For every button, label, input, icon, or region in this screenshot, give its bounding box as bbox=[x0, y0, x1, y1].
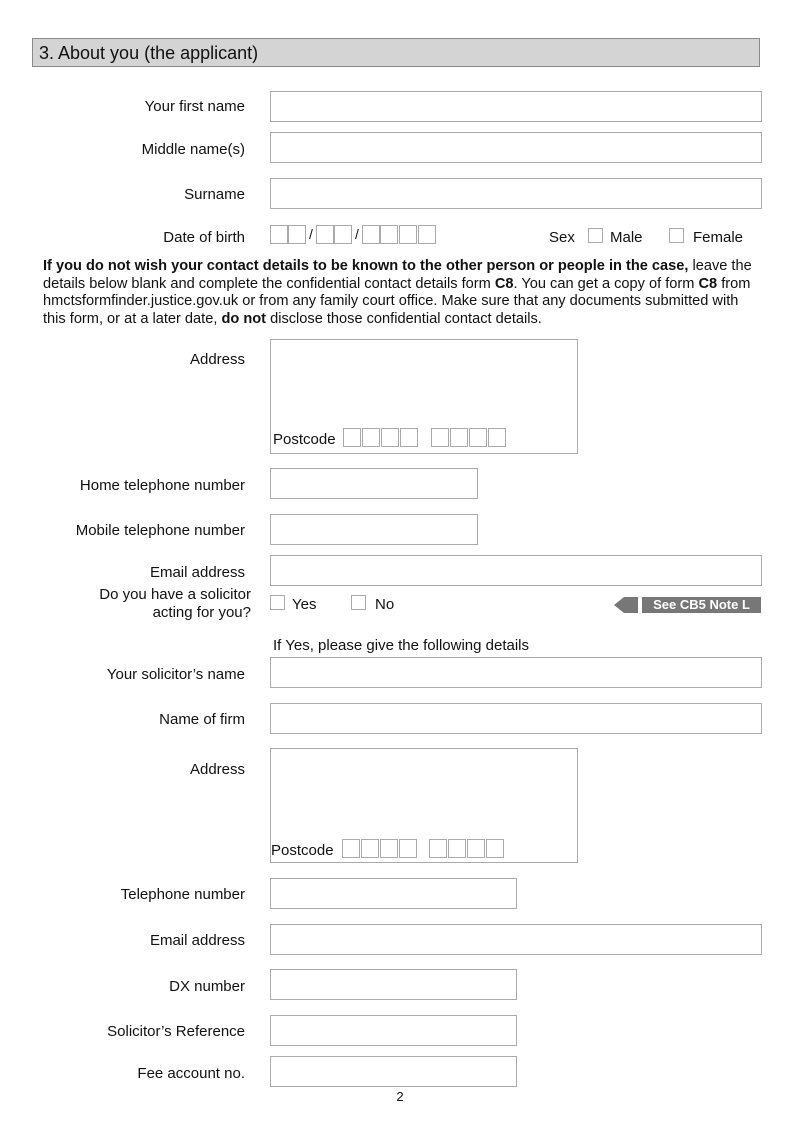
sex-male-label: Male bbox=[610, 229, 643, 246]
fee-account-field[interactable] bbox=[270, 1056, 517, 1087]
first-name-field[interactable] bbox=[270, 91, 762, 122]
page-number: 2 bbox=[396, 1089, 404, 1104]
solicitor-postcode-box[interactable] bbox=[380, 839, 398, 858]
solicitor-reference-label: Solicitor’s Reference bbox=[107, 1023, 245, 1040]
solicitor-postcode-box[interactable] bbox=[429, 839, 447, 858]
dob-day-digit-2[interactable] bbox=[288, 225, 306, 244]
firm-name-label: Name of firm bbox=[159, 711, 245, 728]
address-label: Address bbox=[189, 351, 245, 368]
postcode-box[interactable] bbox=[469, 428, 487, 447]
surname-label: Surname bbox=[184, 186, 245, 203]
postcode-box[interactable] bbox=[400, 428, 418, 447]
notice-text: . You can get a copy of form bbox=[513, 275, 699, 292]
mobile-phone-label: Mobile telephone number bbox=[75, 522, 245, 539]
notice-text: disclose those confidential contact details. bbox=[266, 310, 542, 327]
solicitor-email-field[interactable] bbox=[270, 924, 762, 955]
solicitor-postcode-box[interactable] bbox=[467, 839, 485, 858]
solicitor-postcode-box[interactable] bbox=[361, 839, 379, 858]
solicitor-yes-label: Yes bbox=[292, 596, 317, 613]
home-phone-field[interactable] bbox=[270, 468, 478, 499]
solicitor-postcode-box[interactable] bbox=[448, 839, 466, 858]
surname-field[interactable] bbox=[270, 178, 762, 209]
firm-name-field[interactable] bbox=[270, 703, 762, 734]
notice-form-code: C8 bbox=[494, 275, 514, 292]
dob-month-digit-1[interactable] bbox=[316, 225, 334, 244]
notice-text: from hmctsformfinder.justice.gov.uk or from any family court office. Make sure that any documents submitted with this form, or at a later date, bbox=[43, 275, 751, 327]
confidentiality-notice bbox=[43, 258, 758, 328]
sex-female-checkbox[interactable] bbox=[669, 228, 684, 243]
dob-label: Date of birth bbox=[163, 229, 245, 246]
solicitor-email-label: Email address bbox=[149, 932, 245, 949]
notice-bold-intro: If you do not wish your contact details to be known to the other person or people in the case, bbox=[43, 258, 689, 274]
email-field[interactable] bbox=[270, 555, 762, 586]
arrow-left-icon bbox=[614, 597, 624, 613]
section-header: 3. About you (the applicant) bbox=[32, 38, 760, 67]
sex-male-checkbox[interactable] bbox=[588, 228, 603, 243]
dob-year-digit-4[interactable] bbox=[418, 225, 436, 244]
postcode-box[interactable] bbox=[488, 428, 506, 447]
postcode-box[interactable] bbox=[343, 428, 361, 447]
solicitor-yes-checkbox[interactable] bbox=[270, 595, 285, 610]
mobile-phone-field[interactable] bbox=[270, 514, 478, 545]
dob-year-digit-2[interactable] bbox=[380, 225, 398, 244]
solicitor-no-checkbox[interactable] bbox=[351, 595, 366, 610]
middle-name-label: Middle name(s) bbox=[141, 141, 245, 158]
notice-bold-do-not: do not bbox=[221, 310, 267, 327]
solicitor-postcode-box[interactable] bbox=[486, 839, 504, 858]
notice-form-code: C8 bbox=[698, 275, 718, 292]
dob-year-digit-3[interactable] bbox=[399, 225, 417, 244]
dob-day-digit-1[interactable] bbox=[270, 225, 288, 244]
solicitor-phone-field[interactable] bbox=[270, 878, 517, 909]
postcode-box[interactable] bbox=[431, 428, 449, 447]
guidance-note-tag bbox=[614, 597, 761, 613]
middle-name-field[interactable] bbox=[270, 132, 762, 163]
fee-account-label: Fee account no. bbox=[137, 1065, 245, 1082]
dob-separator: / bbox=[309, 226, 313, 242]
solicitor-name-field[interactable] bbox=[270, 657, 762, 688]
solicitor-reference-field[interactable] bbox=[270, 1015, 517, 1046]
solicitor-question-line1: Do you have a solicitor bbox=[99, 586, 251, 603]
solicitor-no-label: No bbox=[375, 596, 395, 613]
postcode-box[interactable] bbox=[381, 428, 399, 447]
sex-female-label: Female bbox=[693, 229, 744, 246]
if-yes-instruction: If Yes, please give the following details bbox=[273, 637, 530, 654]
postcode-label: Postcode bbox=[273, 431, 336, 448]
solicitor-address-label: Address bbox=[189, 761, 245, 778]
email-label: Email address bbox=[149, 564, 245, 581]
notice-text: leave the details below blank and complete the confidential contact details form bbox=[43, 258, 752, 292]
dob-year-digit-1[interactable] bbox=[362, 225, 380, 244]
solicitor-question-line2: acting for you? bbox=[152, 604, 251, 621]
note-tag-label: See CB5 Note L bbox=[642, 597, 761, 613]
home-phone-label: Home telephone number bbox=[79, 477, 245, 494]
solicitor-name-label: Your solicitor’s name bbox=[106, 666, 245, 683]
first-name-label: Your first name bbox=[144, 98, 245, 115]
dx-number-label: DX number bbox=[169, 978, 245, 995]
postcode-box[interactable] bbox=[450, 428, 468, 447]
solicitor-postcode-label: Postcode bbox=[271, 842, 334, 859]
postcode-box[interactable] bbox=[362, 428, 380, 447]
solicitor-phone-label: Telephone number bbox=[120, 886, 245, 903]
note-tag-block bbox=[624, 597, 638, 613]
solicitor-postcode-box[interactable] bbox=[399, 839, 417, 858]
sex-label: Sex bbox=[549, 229, 575, 246]
solicitor-postcode-box[interactable] bbox=[342, 839, 360, 858]
dob-month-digit-2[interactable] bbox=[334, 225, 352, 244]
dob-separator: / bbox=[355, 226, 359, 242]
dx-number-field[interactable] bbox=[270, 969, 517, 1000]
